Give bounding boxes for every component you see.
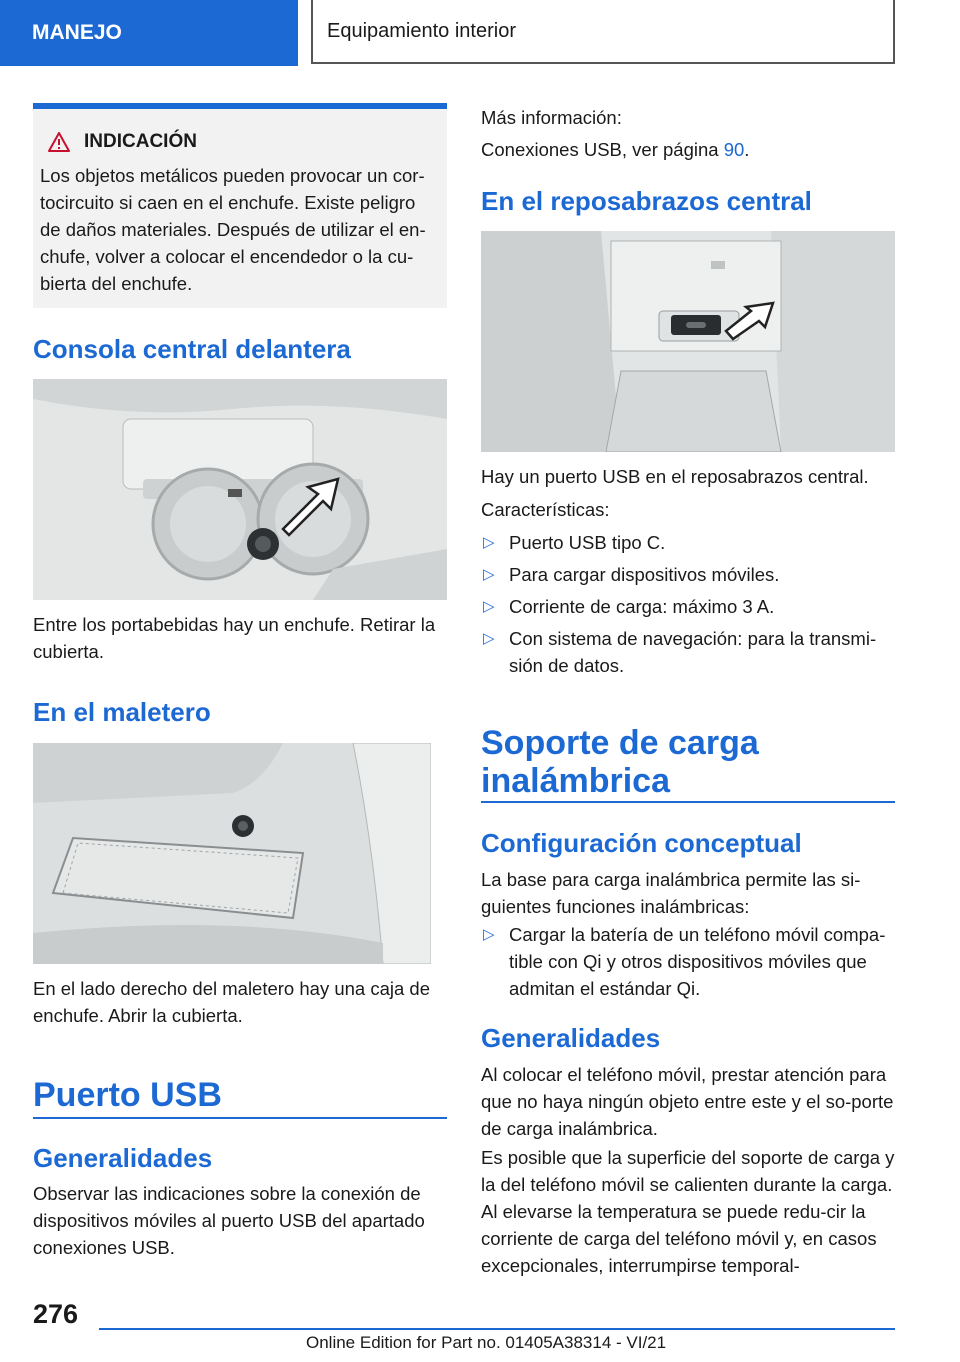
features-list <box>481 529 895 684</box>
section-tab <box>0 0 298 66</box>
general-text: Observar las indicaciones sobre la conexión de dispositivos móviles al puerto USB del apartado conexiones USB. <box>33 1183 425 1258</box>
footer-rule <box>99 1328 895 1330</box>
concept-text: La base para carga inalámbrica permite las si-guientes funciones inalámbricas: <box>481 869 861 917</box>
heading-wireless-charging: Soporte de carga inalámbrica <box>481 724 759 800</box>
usb-reference-page-link[interactable]: 90 <box>723 139 745 160</box>
front-console-image <box>33 379 447 600</box>
general2-text-b: Es posible que la superficie del soporte de carga y la del teléfono móvil se calienten durante la carga. Al elevarse la temperatura se puede redu-cir la corriente de carga del teléfono móvil y, en casos excepcionales, interrumpirse temporal- <box>481 1147 895 1276</box>
section-title: MANEJO <box>32 21 122 44</box>
heading-general: Generalidades <box>33 1143 213 1173</box>
usb-reference <box>481 136 895 163</box>
page-number: 276 <box>33 1299 79 1329</box>
list-item: ▷ Para cargar dispositivos móviles. <box>481 561 895 588</box>
footer-edition: Online Edition for Part no. 01405A38314 - VI/21 <box>306 1333 667 1352</box>
heading-rule <box>33 1117 447 1119</box>
list-item: ▷ Con sistema de navegación: para la transmi-sión de datos. <box>481 625 895 679</box>
general2-text-a: Al colocar el teléfono móvil, prestar atención para que no haya ningún objeto entre este y el so-porte de carga inalámbrica. <box>481 1064 894 1139</box>
triangle-right-icon: ▷ <box>483 630 495 647</box>
heading-general-2: Generalidades <box>481 1023 661 1053</box>
more-info-label: Más información: <box>481 107 622 128</box>
usb-reference-text: Conexiones USB, ver página <box>481 139 724 160</box>
trunk-text: En el lado derecho del maletero hay una caja de enchufe. Abrir la cubierta. <box>33 978 430 1026</box>
armrest-text: Hay un puerto USB en el reposabrazos central. <box>481 466 869 487</box>
trunk-image <box>33 743 431 964</box>
concept-list <box>481 921 895 1007</box>
armrest-image <box>481 231 895 452</box>
features-label: Características: <box>481 499 610 520</box>
warning-box <box>33 103 447 308</box>
usb-reference-end: . <box>744 139 750 160</box>
list-item: ▷ Cargar la batería de un teléfono móvil compa-tible con Qi y otros dispositivos móviles que admitan el estándar Qi. <box>481 921 895 1002</box>
heading-armrest: En el reposabrazos central <box>481 186 812 216</box>
triangle-right-icon: ▷ <box>483 534 495 551</box>
chapter-header <box>311 0 895 64</box>
heading-front-console: Consola central delantera <box>33 334 351 364</box>
list-item: ▷ Corriente de carga: máximo 3 A. <box>481 593 895 620</box>
triangle-right-icon: ▷ <box>483 598 495 615</box>
chapter-title: Equipamiento interior <box>327 19 516 42</box>
heading-trunk: En el maletero <box>33 697 211 727</box>
warning-title: INDICACIÓN <box>84 131 197 152</box>
triangle-right-icon: ▷ <box>483 926 495 943</box>
front-console-text: Entre los portabebidas hay un enchufe. Retirar la cubierta. <box>33 614 436 662</box>
triangle-right-icon: ▷ <box>483 566 495 583</box>
warning-heading <box>48 131 439 153</box>
heading-concept: Configuración conceptual <box>481 828 802 858</box>
warning-triangle-icon <box>48 132 70 152</box>
list-item: ▷ Puerto USB tipo C. <box>481 529 895 556</box>
heading-rule <box>481 801 895 803</box>
heading-usb-port: Puerto USB <box>33 1076 222 1114</box>
warning-text: Los objetos metálicos pueden provocar un cor-tocircuito si caen en el enchufe. Existe peligro de daños materiales. Después de utilizar el en-chufe, volver a colocar el encendedor o la cu-bierta del enchufe. <box>40 165 426 294</box>
